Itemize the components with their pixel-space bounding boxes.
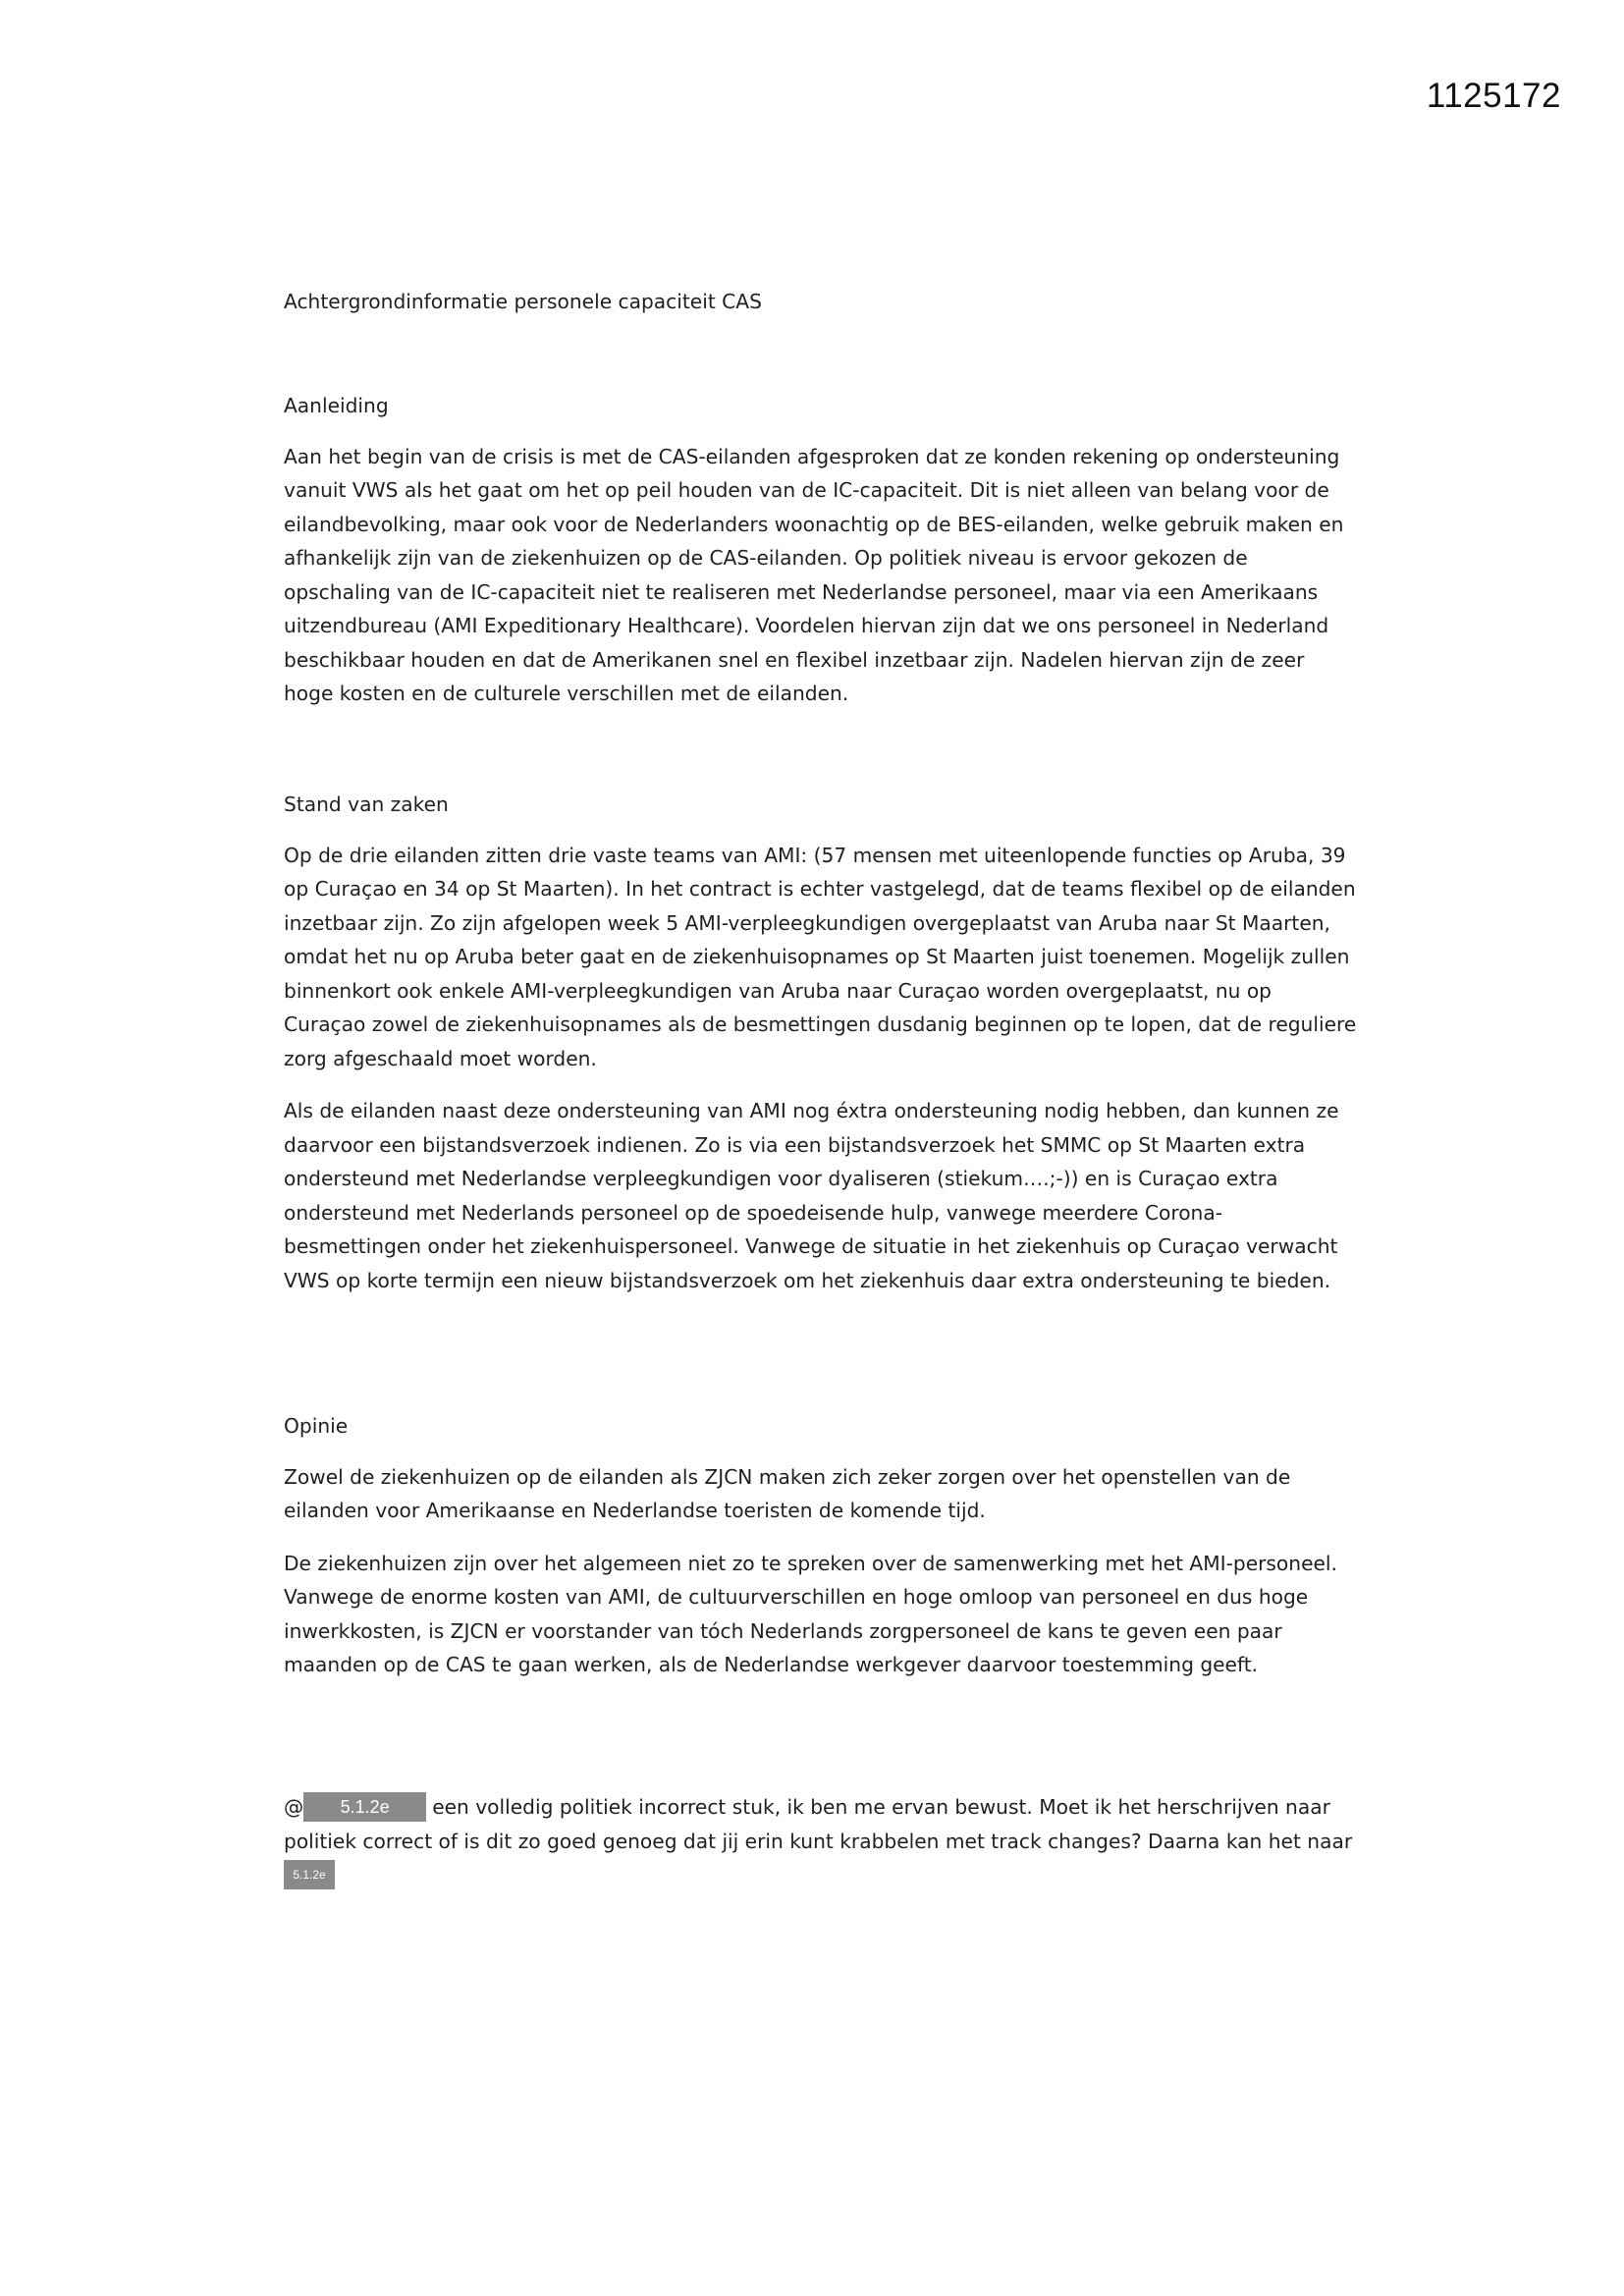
redaction-box: 5.1.2e bbox=[303, 1792, 426, 1822]
paragraph: Zowel de ziekenhuizen op de eilanden als ZJCN maken zich zeker zorgen over het openstellen van de eilanden voor Amerikaanse en Nederlandse toeristen de komende tijd. bbox=[284, 1464, 1291, 1522]
paragraph: Als de eilanden naast deze ondersteuning van AMI nog éxtra ondersteuning nodig hebben, dan kunnen ze daarvoor een bijstandsverzoek indienen. Zo is via een bijstandsverzoek het SMMC op St Maarten extra ondersteund met Nederlandse verpleegkundigen voor dyaliseren (stiekum….;-)) en is Curaçao extra ondersteund met Nederlands personeel op de spoedeisende hulp, vanwege meerdere Corona-besmettingen onder het ziekenhuispersoneel. Vanwege de situatie in het ziekenhuis op Curaçao verwacht VWS op korte termijn een nieuw bijstandsverzoek om het ziekenhuis daar extra ondersteuning te bieden. bbox=[284, 1099, 1339, 1292]
section-heading: Opinie bbox=[284, 1414, 349, 1438]
paragraph: Aan het begin van de crisis is met de CAS-eilanden afgesproken dat ze konden rekening op ondersteuning vanuit VWS als het gaat om het op peil houden van de IC-capaciteit. Dit is niet alleen van belang voor de eilandbevolking, maar ook voor de Nederlanders woonachtig op de BES-eilanden, welke gebruik maken en afhankelijk zijn van de ziekenhuizen op de CAS-eilanden. Op politiek niveau is ervoor gekozen de opschaling van de IC-capaciteit niet te realiseren met Nederlandse personeel, maar via een Amerikaans uitzendbureau (AMI Expeditionary Healthcare). Voordelen hiervan zijn dat we ons personeel in Nederland beschikbaar houden en dat de Amerikanen snel en flexibel inzetbaar zijn. Nadelen hiervan zijn de zeer hoge kosten en de culturele verschillen met de eilanden. bbox=[284, 444, 1344, 705]
section-stand-van-zaken bbox=[284, 788, 1359, 1316]
comment-note bbox=[284, 1790, 1359, 1911]
paragraph: Op de drie eilanden zitten drie vaste teams van AMI: (57 mensen met uiteenlopende functies op Aruba, 39 op Curaçao en 34 op St Maarten). In het contract is echter vastgelegd, dat de teams flexibel op de eilanden inzetbaar zijn. Zo zijn afgelopen week 5 AMI-verpleegkundigen overgeplaatst van Aruba naar St Maarten, omdat het nu op Aruba beter gaat en de ziekenhuisopnames op St Maarten juist toenemen. Mogelijk zullen binnenkort ook enkele AMI-verpleegkundigen van Aruba naar Curaçao worden overgeplaatst, nu op Curaçao zowel de ziekenhuisopnames als de besmettingen dusdanig beginnen op te lopen, dat de reguliere zorg afgeschaald moet worden. bbox=[284, 843, 1357, 1070]
document-number: 1125172 bbox=[1426, 77, 1561, 115]
note-text: een volledig politiek incorrect stuk, ik ben me ervan bewust. Moet ik het herschrijven naar politiek correct of is dit zo goed genoeg dat jij erin kunt krabbelen met track changes? Daarna kan het naar bbox=[284, 1795, 1353, 1853]
section-aanleiding bbox=[284, 389, 1359, 730]
section-heading: Stand van zaken bbox=[284, 793, 449, 816]
section-opinie bbox=[284, 1409, 1359, 1701]
section-heading: Aanleiding bbox=[284, 394, 389, 417]
document-title: Achtergrondinformatie personele capaciteit CAS bbox=[284, 290, 762, 313]
paragraph: De ziekenhuizen zijn over het algemeen niet zo te spreken over de samenwerking met het AMI-personeel. Vanwege de enorme kosten van AMI, de cultuurverschillen en hoge omloop van personeel en dus hoge inwerkkosten, is ZJCN er voorstander van tóch Nederlands zorgpersoneel de kans te geven een paar maanden op de CAS te gaan werken, als de Nederlandse werkgever daarvoor toestemming geeft. bbox=[284, 1551, 1337, 1676]
redaction-box-small: 5.1.2e bbox=[284, 1860, 335, 1889]
mention-at-sign: @ bbox=[284, 1795, 304, 1819]
note-paragraph bbox=[284, 1790, 1359, 1892]
